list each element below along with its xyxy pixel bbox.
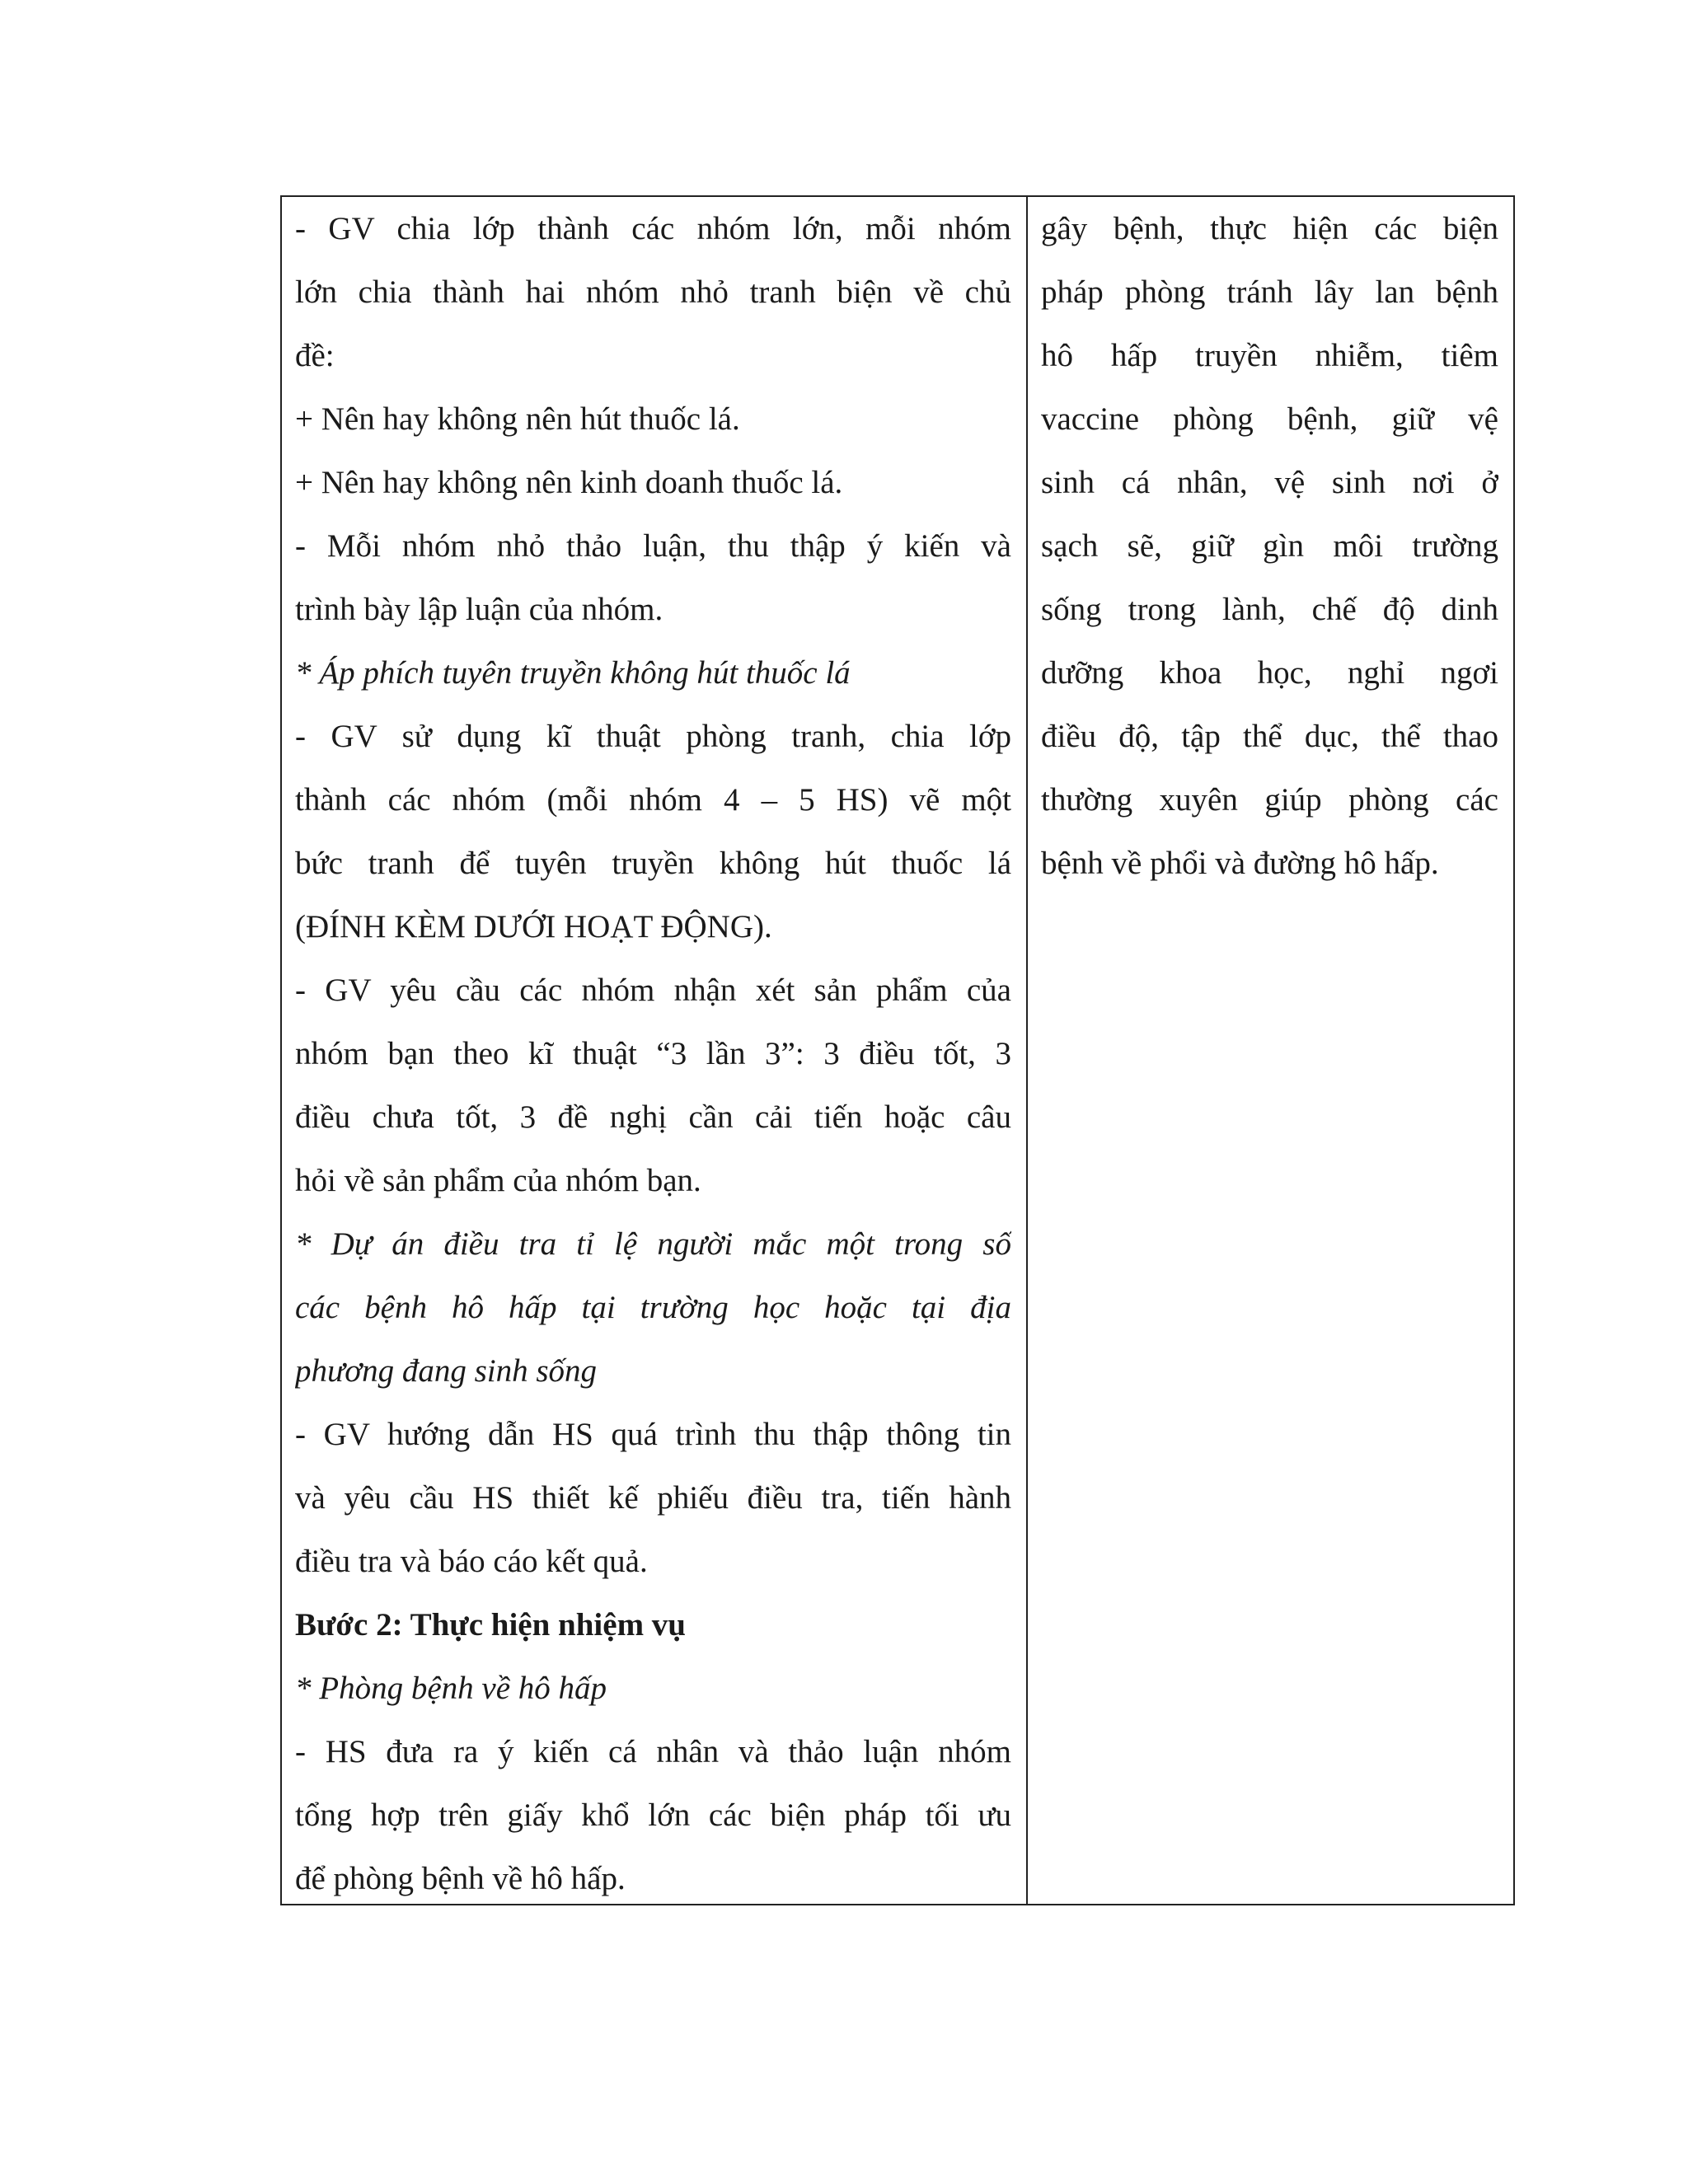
right-text-line: dưỡng khoa học, nghỉ ngơi [1041, 655, 1498, 691]
left-text-line: điều tra và báo cáo kết quả. [295, 1544, 648, 1579]
left-text-line: hỏi về sản phẩm của nhóm bạn. [295, 1163, 701, 1198]
right-text-line: hô hấp truyền nhiễm, tiêm [1041, 338, 1498, 373]
left-text-line: (ĐÍNH KÈM DƯỚI HOẠT ĐỘNG). [295, 909, 772, 944]
left-text-line: - GV hướng dẫn HS quá trình thu thập thông tin [295, 1417, 1011, 1452]
left-text-line: trình bày lập luận của nhóm. [295, 592, 663, 627]
left-text-line: - HS đưa ra ý kiến cá nhân và thảo luận nhóm [295, 1734, 1011, 1769]
right-text-line: sống trong lành, chế độ dinh [1041, 592, 1498, 627]
left-text-line: nhóm bạn theo kĩ thuật “3 lần 3”: 3 điều tốt, 3 [295, 1036, 1011, 1071]
left-text-line: lớn chia thành hai nhóm nhỏ tranh biện về chủ [295, 274, 1011, 310]
right-text-line: vaccine phòng bệnh, giữ vệ [1041, 401, 1498, 437]
left-text-line: * Phòng bệnh về hô hấp [295, 1671, 607, 1706]
left-text-line: Bước 2: Thực hiện nhiệm vụ [295, 1607, 686, 1643]
right-text-line: sinh cá nhân, vệ sinh nơi ở [1041, 465, 1498, 500]
left-text-line: tổng hợp trên giấy khổ lớn các biện pháp tối ưu [295, 1797, 1011, 1833]
right-text-line: bệnh về phổi và đường hô hấp. [1041, 846, 1439, 881]
left-text-line: điều chưa tốt, 3 đề nghị cần cải tiến hoặc câu [295, 1099, 1011, 1135]
left-text-line: + Nên hay không nên kinh doanh thuốc lá. [295, 465, 843, 500]
content-table [280, 195, 1515, 1905]
left-text-line: - GV chia lớp thành các nhóm lớn, mỗi nhóm [295, 211, 1011, 246]
left-text-line: - GV yêu cầu các nhóm nhận xét sản phẩm của [295, 972, 1011, 1008]
left-text-line: bức tranh để tuyên truyền không hút thuốc lá [295, 846, 1011, 881]
right-text-line: gây bệnh, thực hiện các biện [1041, 211, 1498, 246]
table-cell-left [282, 197, 1028, 1904]
right-text-line: sạch sẽ, giữ gìn môi trường [1041, 528, 1498, 564]
left-text-line: - GV sử dụng kĩ thuật phòng tranh, chia lớp [295, 719, 1011, 754]
left-text-line: * Áp phích tuyên truyền không hút thuốc lá [295, 655, 851, 691]
left-text-line: để phòng bệnh về hô hấp. [295, 1861, 626, 1896]
left-text-line: đề: [295, 338, 335, 373]
left-text-line: thành các nhóm (mỗi nhóm 4 – 5 HS) vẽ một [295, 782, 1011, 818]
left-text-line: + Nên hay không nên hút thuốc lá. [295, 401, 740, 437]
right-text-line: điều độ, tập thể dục, thể thao [1041, 719, 1498, 754]
left-text-line: phương đang sinh sống [295, 1353, 598, 1389]
left-text-line: - Mỗi nhóm nhỏ thảo luận, thu thập ý kiến và [295, 528, 1011, 564]
right-text-line: thường xuyên giúp phòng các [1041, 782, 1498, 818]
left-text-line: và yêu cầu HS thiết kế phiếu điều tra, tiến hành [295, 1480, 1011, 1516]
left-text-line: các bệnh hô hấp tại trường học hoặc tại địa [295, 1290, 1011, 1325]
table-cell-right [1028, 197, 1513, 1904]
left-text-line: * Dự án điều tra tỉ lệ người mắc một trong số [295, 1226, 1011, 1262]
right-text-line: pháp phòng tránh lây lan bệnh [1041, 274, 1498, 310]
